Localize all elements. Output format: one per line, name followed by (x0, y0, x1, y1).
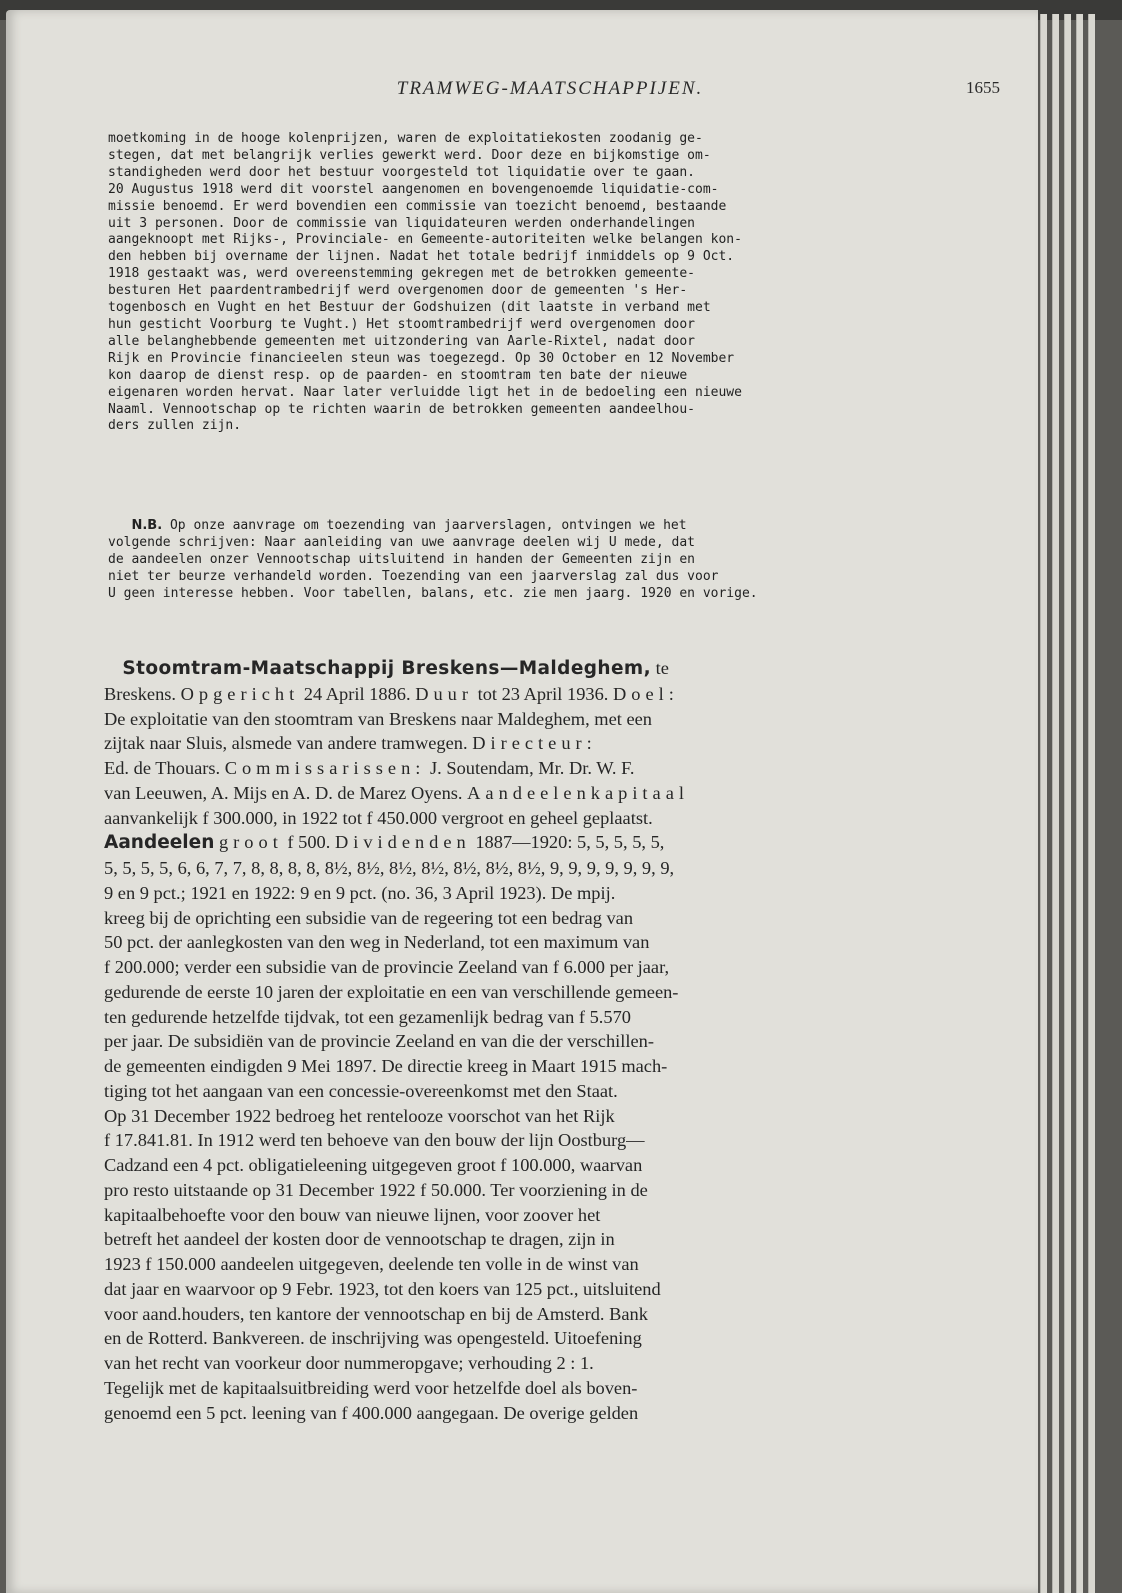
commissarissen-names-cont: van Leeuwen, A. Mijs en A. D. de Marez Oyens. (104, 782, 463, 803)
text-line: stegen, dat met belangrijk verlies gewerkt werd. Door deze en bijkomstige om- (108, 147, 711, 163)
text-line: 9 en 9 pct.; 1921 en 1922: 9 en 9 pct. (no. 36, 3 April 1923). De mpij. (104, 882, 616, 903)
text-line: ten gedurende hetzelfde tijdvak, tot een gezamenlijk bedrag van f 5.570 (104, 1006, 631, 1027)
aandeelen-label: Aandeelen (104, 832, 215, 854)
text-line: pro resto uitstaande op 31 December 1922 f 50.000. Ter voorziening in de (104, 1179, 648, 1200)
page-edge (1088, 14, 1095, 1593)
text-line: dat jaar en waarvoor op 9 Febr. 1923, tot den koers van 125 pct., uitsluitend (104, 1278, 661, 1299)
place-name: Breskens. (104, 683, 177, 704)
directeur-name: Ed. de Thouars. (104, 758, 221, 778)
text-line (104, 731, 966, 756)
text-line: de gemeenten eindigden 9 Mei 1897. De directie kreeg in Maart 1915 mach- (104, 1056, 668, 1076)
text-line: f 17.841.81. In 1912 werd ten behoeve van den bouw der lijn Oostburg— (104, 1130, 645, 1151)
page-edge (1040, 14, 1047, 1593)
text-line: hun gesticht Voorburg te Vught.) Het stoomtrambedrijf werd overgenomen door (108, 316, 695, 332)
text-line: kon daarop de dienst resp. op de paarden- en stoomtram ten bate der nieuwe (108, 367, 688, 383)
text-line: van het recht van voorkeur door nummeropgave; verhouding 2 : 1. (104, 1353, 594, 1373)
text-line: gedurende de eerste 10 jaren der exploitatie en een van verschillende gemeen- (104, 981, 679, 1002)
text-line: kreeg bij de oprichting een subsidie van de regeering tot een bedrag van (104, 907, 634, 928)
dividenden-label: Dividenden (334, 832, 471, 853)
company-entry (104, 656, 966, 1425)
text-line: f 200.000; verder een subsidie van de provincie Zeeland van f 6.000 per jaar, (104, 957, 670, 977)
groot-label: groot (218, 832, 283, 853)
text-line (104, 830, 966, 856)
text-line (104, 756, 966, 781)
text-line: eigenaren worden hervat. Naar later verluidde ligt het in de bedoeling een nieuwe (108, 384, 742, 400)
text-line: kapitaalbehoefte voor den bouw van nieuwe lijnen, voor zoover het (104, 1204, 601, 1225)
text-line: Cadzand een 4 pct. obligatieleening uitgegeven groot f 100.000, waarvan (104, 1155, 643, 1175)
nb-paragraph (108, 518, 963, 603)
page-header (100, 78, 1000, 104)
text-line: uit 3 personen. Door de commissie van liquidateuren werden onderhandelingen (108, 215, 695, 231)
doel-label: Doel: (613, 683, 679, 704)
dividenden-value: 1887—1920: 5, 5, 5, 5, 5, (475, 832, 665, 853)
text-line: 20 Augustus 1918 werd dit voorstel aangenomen en bovengenoemde liquidatie-com- (108, 181, 719, 197)
text-line: togenbosch en Vught en het Bestuur der Godshuizen (dit laatste in verband met (108, 300, 711, 316)
text-line: alle belanghebbende gemeenten met uitzondering van Aarle-Rixtel, nadat door (108, 333, 695, 349)
text-line: 50 pct. der aanlegkosten van den weg in Nederland, tot een maximum van (104, 932, 650, 953)
text-line: tiging tot het aangaan van een concessie-overeenkomst met den Staat. (104, 1080, 618, 1101)
opgericht-label: Opgericht (180, 683, 300, 704)
groot-value: f 500. (287, 832, 331, 853)
text-line: missie benoemd. Er werd bovendien een commissie van toezicht benoemd, bestaande (108, 198, 727, 214)
text-line (108, 518, 963, 535)
page-edge (1064, 14, 1071, 1593)
commissarissen-label: Commissarissen: (224, 758, 426, 778)
text-line (104, 682, 966, 707)
text-line: standigheden werd door het bestuur voorgesteld tot liquidatie over te gaan. (108, 164, 695, 180)
commissarissen-names: J. Soutendam, Mr. Dr. W. F. (430, 758, 635, 778)
opgericht-value: 24 April 1886. (303, 683, 411, 704)
page-edge (1076, 14, 1083, 1593)
text-line: moetkoming in de hooge kolenprijzen, waren de exploitatiekosten zoodanig ge- (108, 131, 703, 146)
text-line: ders zullen zijn. (108, 418, 242, 434)
text-line: Op 31 December 1922 bedroeg het rentelooze voorschot van het Rijk (104, 1105, 615, 1126)
nb-label: N.B. (131, 518, 163, 533)
text-line: en de Rotterd. Bankvereen. de inschrijving was opengesteld. Uitoefening (104, 1328, 642, 1349)
text-line: U geen interesse hebben. Voor tabellen, balans, etc. zie men jaarg. 1920 en vorige. (108, 585, 758, 601)
text-line: genoemd een 5 pct. leening van f 400.000 aangegaan. De overige gelden (104, 1402, 639, 1423)
text-line: den hebben bij overname der lijnen. Nadat het totale bedrijf inmiddels op 9 Oct. (108, 249, 735, 265)
text-line: betreft het aandeel der kosten door de vennootschap te dragen, zijn in (104, 1229, 615, 1250)
text-line: De exploitatie van den stoomtram van Breskens naar Maldeghem, met een (104, 708, 652, 729)
text-line: 1923 f 150.000 aandeelen uitgegeven, deelende ten volle in de winst van (104, 1254, 639, 1274)
running-title: TRAMWEG-MAATSCHAPPIJEN. (396, 78, 704, 99)
text-line: Naaml. Vennootschap op te richten waarin de betrokken gemeenten aandeelhou- (108, 401, 695, 417)
duur-value: tot 23 April 1936. (477, 683, 609, 704)
text-line: 1918 gestaakt was, werd overeenstemming gekregen met de betrokken gemeente- (108, 266, 695, 282)
text-line: niet ter beurze verhandeld worden. Toezending van een jaarverslag zal dus voor (108, 568, 719, 584)
text-line: voor aand.houders, ten kantore der vennootschap en bij de Amsterd. Bank (104, 1303, 648, 1324)
text-line: Tegelijk met de kapitaalsuitbreiding werd voor hetzelfde doel als boven- (104, 1377, 638, 1398)
entry-heading-line (104, 656, 966, 682)
doel-text: zijtak naar Sluis, alsmede van andere tramwegen. (104, 733, 468, 754)
duur-label: Duur (415, 683, 473, 704)
text-line: aangeknoopt met Rijks-, Provinciale- en Gemeente-autoriteiten welke belangen kon- (108, 232, 742, 248)
liquidation-paragraph (108, 131, 963, 435)
nb-text: Op onze aanvrage om toezending van jaarverslagen, ontvingen we het (162, 518, 687, 533)
kapitaal-label: Aandeelenkapitaal (467, 782, 689, 803)
text-line: besturen Het paardentrambedrijf werd overgenomen door de gemeenten 's Her- (108, 283, 688, 299)
text-line: aanvankelijk f 300.000, in 1922 tot f 450.000 vergroot en geheel geplaatst. (104, 807, 653, 828)
page-edge (1052, 14, 1059, 1593)
text-line (104, 781, 966, 806)
text-line: 5, 5, 5, 5, 6, 6, 7, 7, 8, 8, 8, 8, 8½, 8½, 8½, 8½, 8½, 8½, 8½, 9, 9, 9, 9, 9, 9, 9, (104, 858, 675, 878)
text-line: Rijk en Provincie financieelen steun was toegezegd. Op 30 October en 12 November (108, 350, 735, 366)
page-number: 1655 (966, 78, 1000, 97)
text-line: per jaar. De subsidiën van de provincie Zeeland en van die der verschillen- (104, 1031, 654, 1052)
text-line: volgende schrijven: Naar aanleiding van uwe aanvrage deelen wij U mede, dat (108, 534, 695, 550)
text-line: de aandeelen onzer Vennootschap uitsluitend in handen der Gemeenten zijn en (108, 551, 695, 567)
directeur-label: Directeur: (472, 733, 597, 754)
company-name: Stoomtram-Maatschappij Breskens—Maldeghem, (122, 658, 652, 679)
location-prefix: te (651, 658, 669, 678)
